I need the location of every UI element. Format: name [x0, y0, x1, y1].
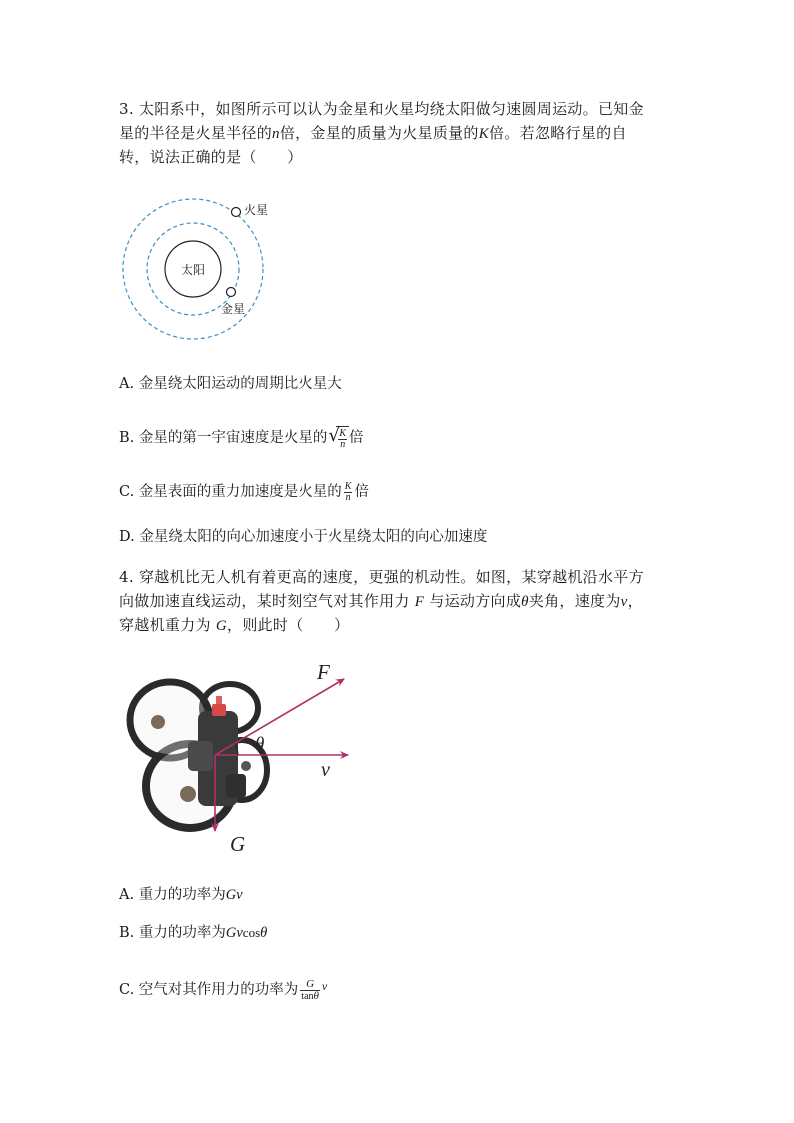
q4-option-b[interactable]: B. 重力的功率为Gvcosθ	[119, 925, 268, 941]
q4-option-a[interactable]: A. 重力的功率为Gv	[119, 887, 243, 903]
sqrt-k-over-n: √ $\frac{K}{n}$	[328, 426, 349, 450]
q4-option-c[interactable]: C. 空气对其作用力的功率为 $\frac{G}{\tan\theta}$ $^v$	[119, 977, 328, 1002]
mars-planet	[232, 208, 241, 217]
sun-label: 太阳	[180, 263, 206, 277]
mars-label: 火星	[244, 203, 269, 217]
q3-option-a[interactable]: A. 金星绕太阳运动的周期比火星大	[119, 376, 342, 392]
theta-label: θ	[255, 734, 265, 755]
venus-label: 金星	[221, 302, 246, 316]
gravity-g-label: G	[230, 832, 246, 856]
q3-option-c[interactable]: C. 金星表面的重力加速度是火星的 $\frac{K}{n}$ 倍	[119, 480, 369, 503]
q4-stem-line1: 4. 穿越机比无人机有着更高的速度，更强的机动性。如图，某穿越机沿水平方	[119, 568, 644, 586]
q3-stem-line3: 转，说法正确的是（ ）	[119, 148, 303, 166]
q3-option-b[interactable]: B. 金星的第一宇宙速度是火星的 √ $\frac{K}{n}$ 倍	[119, 425, 364, 450]
force-f-label: F	[317, 660, 330, 684]
q3-stem-line2: 星的半径是火星半径的n倍，金星的质量为火星质量的K倍。若忽略行星的自	[119, 124, 627, 142]
q3-option-d[interactable]: D. 金星绕太阳的向心加速度小于火星绕太阳的向心加速度	[119, 529, 488, 545]
q3-stem-line1: 3. 太阳系中，如图所示可以认为金星和火星均绕太阳做匀速圆周运动。已知金	[119, 100, 644, 118]
q4-stem-line3: 穿越机重力为 G，则此时（ ）	[119, 616, 350, 634]
velocity-v-label: v	[321, 759, 330, 781]
orbit-diagram	[118, 194, 270, 344]
drone-force-diagram	[118, 656, 368, 861]
q4-stem-line2: 向做加速直线运动，某时刻空气对其作用力 F 与运动方向成θ夹角，速度为v，	[119, 592, 643, 610]
venus-planet	[227, 288, 236, 297]
